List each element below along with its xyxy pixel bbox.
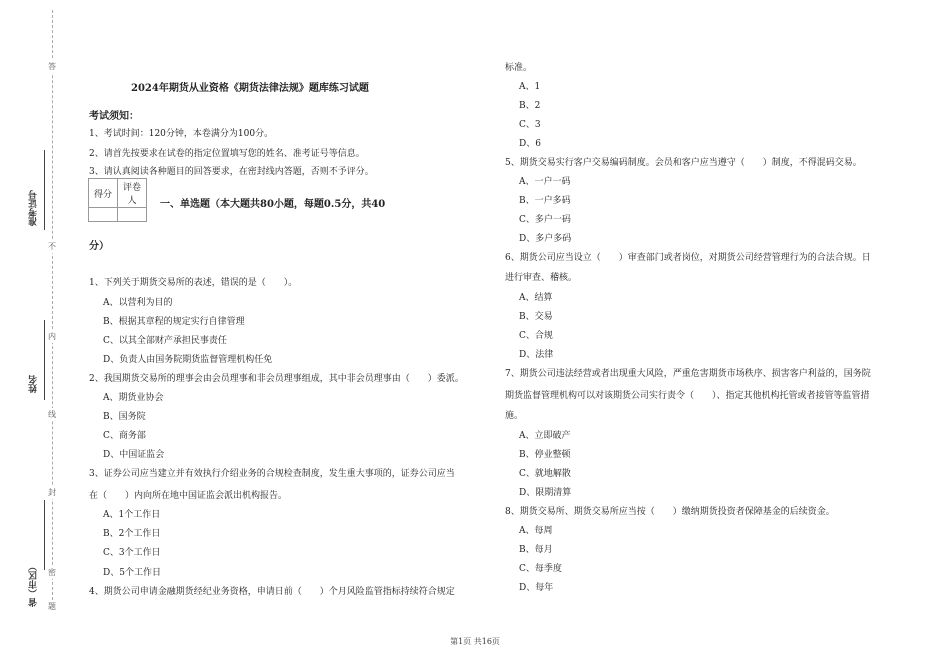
section-heading-cont: 分） <box>89 241 109 252</box>
option: A、期货业协会 <box>103 393 164 403</box>
option: B、2 <box>519 101 541 111</box>
option: D、每年 <box>519 583 554 593</box>
question-cont: 施。 <box>505 411 524 421</box>
exam-id-label: 准考证号 <box>29 190 39 226</box>
option: D、多户多码 <box>519 234 572 244</box>
exam-title: 2024年期货从业资格《期货法律法规》题库练习试题 <box>131 83 369 94</box>
section-heading: 一、单选题（本大题共80小题，每题0.5分，共40 <box>160 199 386 210</box>
note-item: 3、请认真阅读各种题目的回答要求，在密封线内答题，否则不予评分。 <box>89 167 374 177</box>
grader-label: 评卷人 <box>118 179 147 208</box>
option: D、法律 <box>519 350 554 360</box>
option: B、根据其章程的规定实行自律管理 <box>103 317 245 327</box>
option: B、交易 <box>519 312 553 322</box>
option: A、一户一码 <box>519 177 571 187</box>
province-label: 省（市区） <box>29 562 39 607</box>
seal-char: 封 <box>48 488 56 497</box>
name-blank <box>44 320 45 400</box>
option: B、2个工作日 <box>103 529 161 539</box>
score-label: 得分 <box>89 179 118 208</box>
option: C、就地解散 <box>519 469 571 479</box>
option: D、6 <box>519 139 541 149</box>
option: C、3 <box>519 120 541 130</box>
question: 7、期货公司违法经营或者出现重大风险，严重危害期货市场秩序、损害客户利益的，国务院 <box>505 369 871 379</box>
question: 5、期货交易实行客户交易编码制度。会员和客户应当遵守（ ）制度，不得混码交易。 <box>505 158 862 168</box>
score-cell[interactable] <box>89 208 118 222</box>
name-label: 姓名 <box>29 375 39 393</box>
option: C、以其全部财产承担民事责任 <box>103 336 227 346</box>
option: D、5个工作日 <box>103 568 161 578</box>
question: 1、下列关于期货交易所的表述，错误的是（ ）。 <box>89 278 298 288</box>
page-footer: 第1页 共16页 <box>450 637 500 646</box>
seal-char: 不 <box>48 242 56 251</box>
option: C、3个工作日 <box>103 548 161 558</box>
exam-id-blank <box>44 150 45 230</box>
option: B、国务院 <box>103 412 146 422</box>
grader-cell[interactable] <box>118 208 147 222</box>
seal-char: 答 <box>48 62 56 71</box>
option: D、限期清算 <box>519 488 572 498</box>
option: B、一户多码 <box>519 196 571 206</box>
seal-char: 内 <box>48 332 56 341</box>
seal-char: 线 <box>48 410 56 419</box>
question: 3、证券公司应当建立并有效执行介绍业务的合规检查制度，发生重大事项的，证券公司应当 <box>89 469 455 479</box>
option: A、每周 <box>519 526 553 536</box>
option: A、1个工作日 <box>103 510 161 520</box>
option: A、立即破产 <box>519 431 571 441</box>
option: B、每月 <box>519 545 553 555</box>
option: A、1 <box>519 82 541 92</box>
option: A、结算 <box>519 293 553 303</box>
question: 2、我国期货交易所的理事会由会员理事和非会员理事组成，其中非会员理事由（ ）委派。 <box>89 374 464 384</box>
province-blank <box>44 500 45 570</box>
option: C、每季度 <box>519 564 562 574</box>
notes-heading: 考试须知： <box>89 111 139 122</box>
option: A、以营利为目的 <box>103 298 173 308</box>
note-item: 2、请首先按要求在试卷的指定位置填写您的姓名、准考证号等信息。 <box>89 149 365 159</box>
option: C、合规 <box>519 331 553 341</box>
seal-char: 题 <box>48 602 56 611</box>
seal-char: 密 <box>48 568 56 577</box>
score-table <box>88 178 147 222</box>
question-cont: 进行审查、稽核。 <box>505 273 578 283</box>
seal-line <box>52 10 53 610</box>
question-cont: 在（ ）内向所在地中国证监会派出机构报告。 <box>89 491 288 501</box>
question-cont: 期货监督管理机构可以对该期货公司实行责令（ ）、指定其他机构托管或者接管等监管措 <box>505 391 870 401</box>
option: C、商务部 <box>103 431 146 441</box>
option: D、中国证监会 <box>103 450 165 460</box>
question: 4、期货公司申请金融期货经纪业务资格，申请日前（ ）个月风险监管指标持续符合规定 <box>89 587 455 597</box>
question-cont: 标准。 <box>505 63 533 73</box>
question: 6、期货公司应当设立（ ）审查部门或者岗位，对期货公司经营管理行为的合法合规。日 <box>505 253 871 263</box>
option: D、负责人由国务院期货监督管理机构任免 <box>103 355 273 365</box>
option: B、停业整顿 <box>519 450 571 460</box>
note-item: 1、考试时间：120分钟，本卷满分为100分。 <box>89 129 274 139</box>
option: C、多户一码 <box>519 215 571 225</box>
question: 8、期货交易所、期货交易所应当按（ ）缴纳期货投资者保障基金的后续资金。 <box>505 507 835 517</box>
